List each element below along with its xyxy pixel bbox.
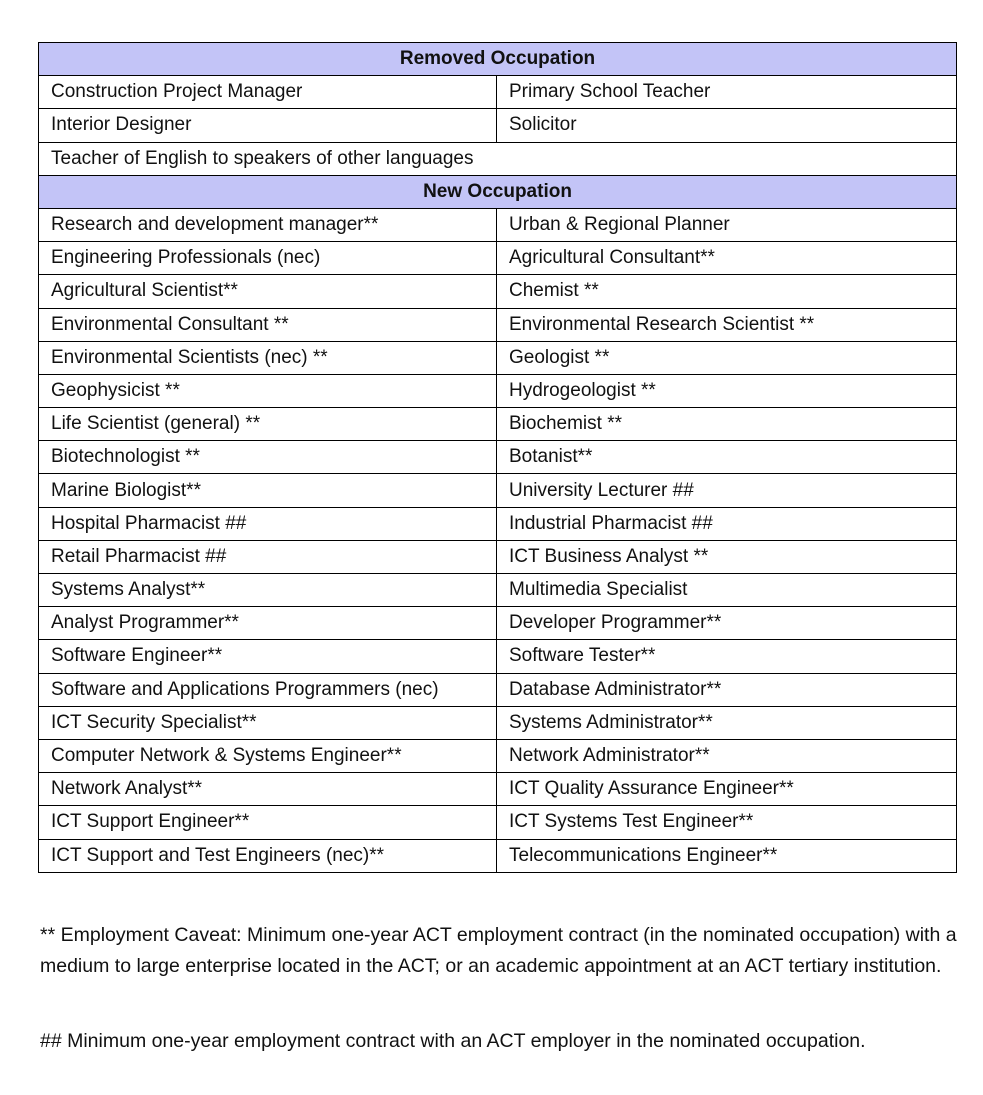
table-row — [39, 341, 957, 374]
table-cell: ICT Systems Test Engineer** — [497, 806, 957, 839]
table-cell: University Lecturer ## — [497, 474, 957, 507]
table-cell: Engineering Professionals (nec) — [39, 242, 497, 275]
table-cell: Environmental Research Scientist ** — [497, 308, 957, 341]
table-cell: Software Tester** — [497, 640, 957, 673]
table-cell: ICT Business Analyst ** — [497, 540, 957, 573]
table-cell: Environmental Scientists (nec) ** — [39, 341, 497, 374]
table-cell: Hydrogeologist ** — [497, 374, 957, 407]
table-cell: Database Administrator** — [497, 673, 957, 706]
table-cell: Construction Project Manager — [39, 76, 497, 109]
table-cell: Analyst Programmer** — [39, 607, 497, 640]
table-cell: Systems Analyst** — [39, 574, 497, 607]
table-cell: ICT Quality Assurance Engineer** — [497, 773, 957, 806]
table-cell: Software Engineer** — [39, 640, 497, 673]
table-cell: Telecommunications Engineer** — [497, 839, 957, 872]
table-cell: Agricultural Scientist** — [39, 275, 497, 308]
table-cell-full-width: Teacher of English to speakers of other languages — [39, 142, 957, 175]
table-cell: Systems Administrator** — [497, 706, 957, 739]
table-cell: Solicitor — [497, 109, 957, 142]
table-row — [39, 607, 957, 640]
table-cell: Urban & Regional Planner — [497, 208, 957, 241]
table-row — [39, 640, 957, 673]
table-cell: ICT Security Specialist** — [39, 706, 497, 739]
table-cell: Biotechnologist ** — [39, 441, 497, 474]
table-cell: ICT Support Engineer** — [39, 806, 497, 839]
table-cell: Life Scientist (general) ** — [39, 408, 497, 441]
table-cell: Retail Pharmacist ## — [39, 540, 497, 573]
table-cell: Computer Network & Systems Engineer** — [39, 739, 497, 772]
table-cell: Network Administrator** — [497, 739, 957, 772]
table-row — [39, 76, 957, 109]
table-row — [39, 739, 957, 772]
new-occupation-header: New Occupation — [39, 175, 957, 208]
table-row — [39, 308, 957, 341]
table-row — [39, 806, 957, 839]
table-cell: Primary School Teacher — [497, 76, 957, 109]
employer-contract-note: ## Minimum one-year employment contract with an ACT employer in the nominated occupation. — [40, 1030, 866, 1052]
table-cell: Agricultural Consultant** — [497, 242, 957, 275]
table-row — [39, 839, 957, 872]
table-row — [39, 242, 957, 275]
table-cell: Network Analyst** — [39, 773, 497, 806]
table-cell: Software and Applications Programmers (nec) — [39, 673, 497, 706]
removed-header-row — [39, 43, 957, 76]
table-row — [39, 574, 957, 607]
employment-caveat-note: ** Employment Caveat: Minimum one-year ACT employment contract (in the nominated occupation) with a medium to large enterprise located in the ACT; or an academic appointment at an ACT tertiary institution. — [40, 924, 957, 977]
occupation-table-body — [39, 43, 957, 873]
table-cell: Marine Biologist** — [39, 474, 497, 507]
table-cell: Interior Designer — [39, 109, 497, 142]
table-row — [39, 474, 957, 507]
removed-occupation-header: Removed Occupation — [39, 43, 957, 76]
table-row — [39, 109, 957, 142]
table-cell: Botanist** — [497, 441, 957, 474]
table-cell: Biochemist ** — [497, 408, 957, 441]
table-row — [39, 540, 957, 573]
table-cell: Environmental Consultant ** — [39, 308, 497, 341]
table-row — [39, 773, 957, 806]
table-row — [39, 441, 957, 474]
table-row — [39, 374, 957, 407]
table-row — [39, 208, 957, 241]
new-header-row — [39, 175, 957, 208]
table-cell: Geophysicist ** — [39, 374, 497, 407]
table-cell: Research and development manager** — [39, 208, 497, 241]
table-cell: Industrial Pharmacist ## — [497, 507, 957, 540]
table-cell: Multimedia Specialist — [497, 574, 957, 607]
table-row — [39, 142, 957, 175]
occupation-table — [38, 42, 957, 873]
table-row — [39, 507, 957, 540]
table-row — [39, 408, 957, 441]
table-cell: Hospital Pharmacist ## — [39, 507, 497, 540]
table-cell: Chemist ** — [497, 275, 957, 308]
table-cell: Geologist ** — [497, 341, 957, 374]
table-cell: ICT Support and Test Engineers (nec)** — [39, 839, 497, 872]
table-row — [39, 706, 957, 739]
table-row — [39, 275, 957, 308]
table-row — [39, 673, 957, 706]
table-cell: Developer Programmer** — [497, 607, 957, 640]
